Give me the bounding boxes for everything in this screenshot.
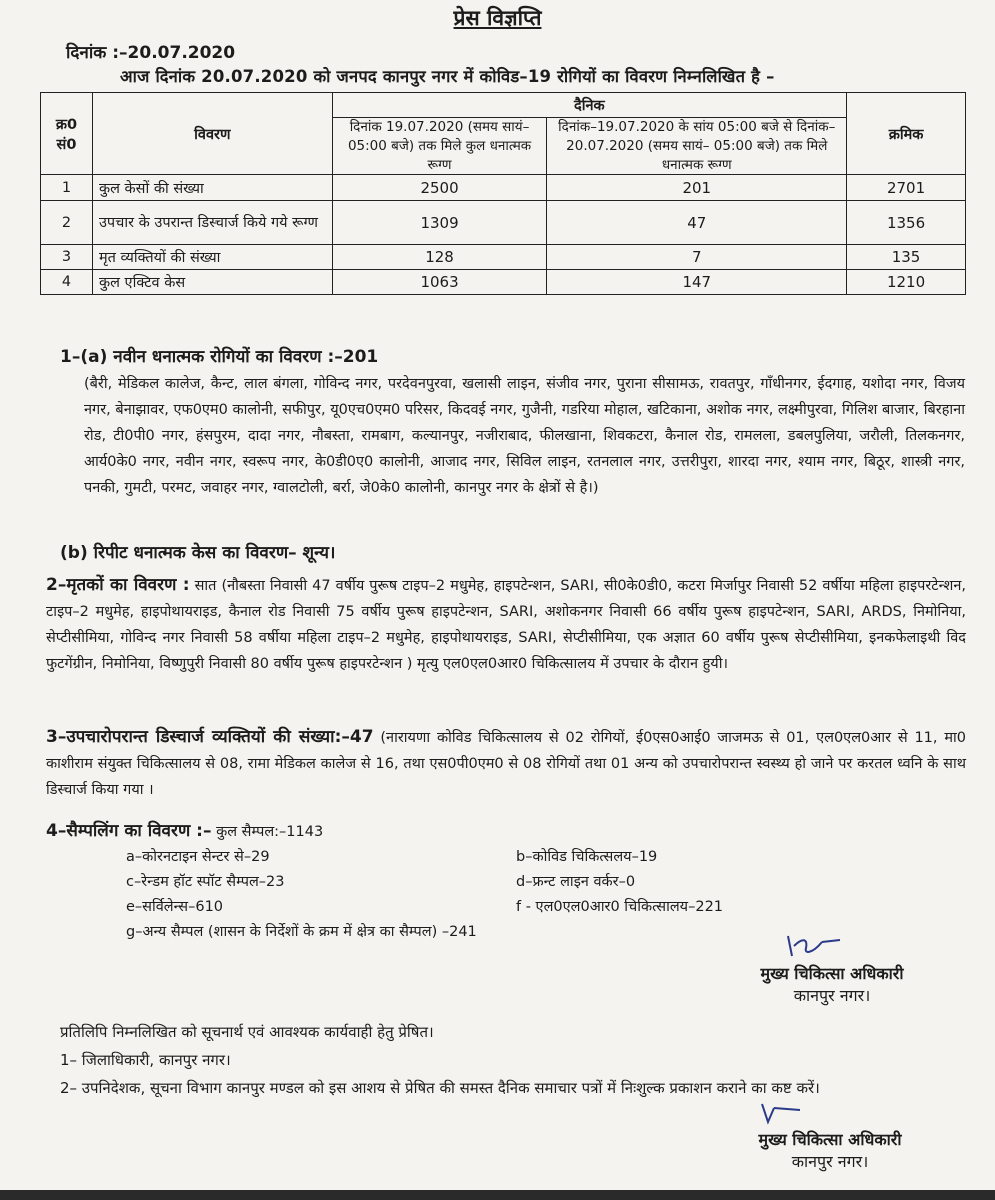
section-4-heading: 4–सैम्पलिंग का विवरण :–	[46, 821, 212, 841]
section-2-body: सात (नौबस्ता निवासी 47 वर्षीय पुरूष टाइप–2 मधुमेह, हाइपटेन्शन, SARI, सी0के0डी0, कटरा मिर्जापुर निवासी 52 वर्षीया महिला हाइपरटेन्शन, टाइप–2 मधुमेह, हाइपोथायराइड, कैनाल रोड निवासी 75 वर्षीय पुरूष हाइपटेन्शन, SARI, अशोकनगर निवासी 66 वर्षीय पुरूष हाइपटेन्शन, SARI, ARDS, निमोनिया, सेप्टीसीमिया, गोविन्द नगर निवासी 58 वर्षीया महिला टाइप–2 मधुमेह, हाइपोथायराइड, SARI, सेप्टीसीमिया, एक अज्ञात 60 वर्षीय पुरूष सेप्टीसीमिया, इनकफेलाइथी विद फुटगेंग्रीन, निमोनिया, विष्णुपुरी निवासी 80 वर्षीय पुरूष हाइपरटेन्शन ) मृत्यु एल0एल0आर0 चिकित्सालय में उपचार के दौरान हुयी।	[46, 578, 967, 672]
table-row	[41, 175, 966, 201]
handwritten-signature-2	[756, 1098, 816, 1126]
cell-serial: 2	[41, 201, 93, 245]
section-1b-heading: (b) रिपीट धनात्मक केस का विवरण– शून्य।	[60, 543, 336, 563]
signature-2-title: मुख्य चिकित्सा अधिकारी	[758, 1130, 902, 1149]
sampling-item-b: b–कोविड चिकित्सलय–19	[516, 849, 658, 865]
section-new-positive	[60, 344, 965, 501]
section-deaths	[46, 572, 966, 677]
sampling-item-g: g–अन्य सैम्पल (शासन के निर्देशों के क्रम में क्षेत्र का सैम्पल) –241	[126, 924, 477, 940]
cell-cumulative: 1210	[847, 270, 966, 295]
signature-2-place: कानपुर नगर।	[791, 1152, 869, 1171]
cell-serial: 3	[41, 245, 93, 270]
table-row	[41, 201, 966, 245]
document-title: प्रेस विज्ञप्ति	[453, 6, 542, 30]
cell-between: 201	[547, 175, 847, 201]
table-row	[41, 270, 966, 295]
signature-1-place: कानपुर नगर।	[793, 986, 871, 1005]
cell-cumulative: 1356	[847, 201, 966, 245]
section-1a-body: (बैरी, मेडिकल कालेज, कैन्ट, लाल बंगला, गोविन्द नगर, परदेवनपुरवा, खलासी लाइन, संजीव नगर, पुराना सीसामऊ, रावतपुर, गाँधीनगर, ईदगाह, यशोदा नगर, विजय नगर, बेनाझावर, एफ0एम0 कालोनी, सफीपुर, यू0एच0एम0 परिसर, किदवई नगर, गुजैनी, गडरिया मोहाल, खटिकाना, अशोक नगर, लक्ष्मीपुरवा, गिलिश बाजार, बिरहाना रोड, टी0पी0 नगर, हंसपुरम, दादा नगर, नौबस्ता, रामबाग, कल्यानपुर, नजीराबाद, फीलखाना, शिवकटरा, कैनाल रोड, रामलला, डबलपुलिया, जरौली, तिलकनगर, आर्य0के0 नगर, नवीन नगर, स्वरूप नगर, के0डी0ए0 कालोनी, आजाद नगर, सिविल लाइन, रतनलाल नगर, उत्तरीपुरा, शारदा नगर, श्याम नगर, बिठूर, शास्त्री नगर, पनकी, गुमटी, परमट, जवाहर नगर, ग्वालटोली, बर्रा, जे0के0 कालोनी, कानपुर नगर के क्षेत्रों से है।)	[84, 376, 965, 496]
copy-intro: प्रतिलिपि निम्नलिखित को सूचनार्थ एवं आवश्यक कार्यवाही हेतु प्रेषित।	[60, 1023, 434, 1041]
sampling-item-d: d–फ्रन्ट लाइन वर्कर–0	[516, 874, 636, 890]
sampling-item-a: a–कोरनटाइन सेन्टर से–29	[126, 849, 270, 865]
section-3-body: (नारायणा कोविड चिकित्सालय से 02 रोगियों, ई0एस0आई0 जाजमऊ से 01, एल0एल0आर से 11, मा0 काशीराम संयुक्त चिकित्सालय से 08, रामा मेडिकल कालेज से 16, तथा एस0पी0एम0 से 08 रोगियों तथा 01 अन्य को उपचारोपरान्त स्वस्थ्य हो जाने पर करतल ध्वनि के साथ डिस्चार्ज किया गया ।	[46, 730, 966, 798]
header-cumulative: क्रमिक	[847, 93, 966, 175]
copy-item-2: 2– उपनिदेशक, सूचना विभाग कानपुर मण्डल को इस आशय से प्रेषित की समस्त दैनिक समाचार पत्रों में निःशुल्क प्रकाशन कराने का कष्ट करें।	[60, 1079, 820, 1097]
cell-cumulative: 135	[847, 245, 966, 270]
header-between: दिनांक–19.07.2020 के सांय 05:00 बजे से दिनांक–20.07.2020 (समय सायं– 05:00 बजे) तक मिले धनात्मक रूग्ण	[558, 119, 836, 173]
copy-section	[60, 1018, 970, 1102]
bottom-edge-bar	[0, 1190, 995, 1200]
cell-until: 1063	[332, 270, 547, 295]
cell-until: 1309	[332, 201, 547, 245]
cell-serial: 1	[41, 175, 93, 201]
intro-line: आज दिनांक 20.07.2020 को जनपद कानपुर नगर में कोविड–19 रोगियों का विवरण निम्नलिखित है –	[120, 67, 775, 86]
section-sampling	[46, 818, 951, 845]
table-row	[41, 245, 966, 270]
cell-between: 47	[547, 201, 847, 245]
covid-stats-table	[40, 92, 966, 295]
sampling-item-c: c–रेन्डम हॉट स्पॉट सैम्पल–23	[126, 874, 285, 890]
signature-block-2	[710, 1098, 950, 1172]
cell-description: उपचार के उपरान्त डिस्चार्ज किये गये रूग्ण	[92, 201, 332, 245]
cell-description: मृत व्यक्तियों की संख्या	[92, 245, 332, 270]
cell-between: 147	[547, 270, 847, 295]
sampling-item-e: e–सर्विलेन्स–610	[126, 899, 224, 915]
copy-item-1: 1– जिलाधिकारी, कानपुर नगर।	[60, 1051, 231, 1069]
sampling-total: कुल सैम्पल:–1143	[216, 824, 324, 840]
signature-1-title: मुख्य चिकित्सा अधिकारी	[760, 964, 904, 983]
section-3-heading: 3–उपचारोपरान्त डिस्चार्ज व्यक्तियों की संख्या:–47	[46, 727, 374, 747]
cell-cumulative: 2701	[847, 175, 966, 201]
date-line: दिनांक :–20.07.2020	[66, 43, 236, 63]
signature-block-1	[712, 928, 952, 1006]
handwritten-signature-1	[782, 928, 852, 960]
cell-until: 2500	[332, 175, 547, 201]
cell-between: 7	[547, 245, 847, 270]
section-2-heading: 2–मृतकों का विवरण :	[46, 575, 190, 595]
section-1a-heading: 1–(a) नवीन धनात्मक रोगियों का विवरण :–201	[60, 347, 379, 367]
header-until: दिनांक 19.07.2020 (समय सायं– 05:00 बजे) तक मिले कुल धनात्मक रूग्ण	[347, 119, 532, 173]
cell-description: कुल एक्टिव केस	[92, 270, 332, 295]
header-daily: दैनिक	[332, 93, 846, 118]
header-serial: क्र0 सं0	[41, 93, 93, 175]
section-repeat-positive	[60, 540, 965, 567]
header-description: विवरण	[92, 93, 332, 175]
cell-until: 128	[332, 245, 547, 270]
sampling-item-f: f - एल0एल0आर0 चिकित्सालय–221	[516, 899, 724, 915]
cell-description: कुल केसों की संख्या	[92, 175, 332, 201]
section-discharges	[46, 724, 966, 803]
cell-serial: 4	[41, 270, 93, 295]
